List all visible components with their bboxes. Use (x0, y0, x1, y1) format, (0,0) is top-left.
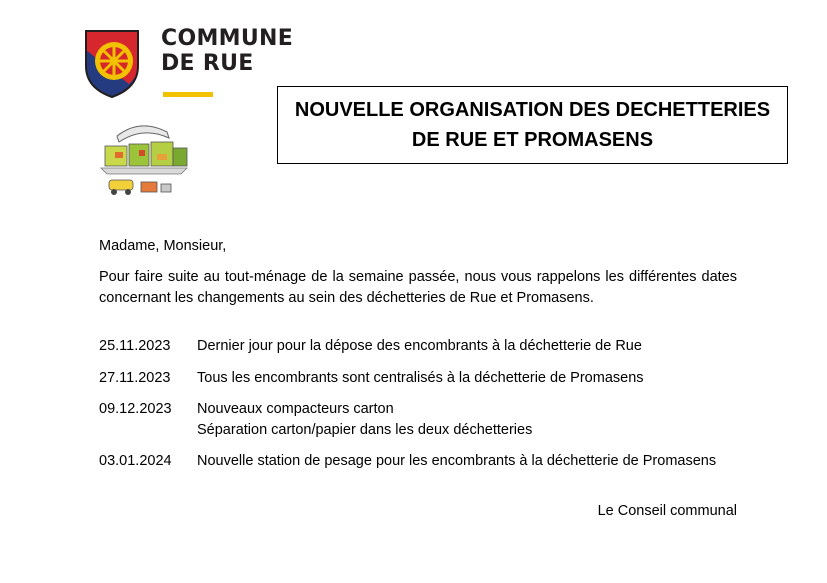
logo-line-2: DE RUE (161, 51, 254, 76)
signature: Le Conseil communal (597, 503, 737, 519)
intro-paragraph: Pour faire suite au tout-ménage de la semaine passée, nous vous rappelons les différentes dates concernant les changements au sein des déchetteries de Rue et Promasens. (99, 269, 737, 306)
event-date: 09.12.2023 (99, 401, 172, 417)
event-description (197, 399, 749, 441)
commune-crest-icon (83, 28, 141, 99)
logo-accent-bar (163, 92, 213, 97)
event-date: 03.01.2024 (99, 453, 172, 469)
logo-line-1: COMMUNE (161, 26, 294, 51)
event-row (99, 399, 749, 441)
event-description: Nouvelle station de pesage pour les encombrants à la déchetterie de Promasens (197, 453, 717, 469)
recycling-center-illustration (95, 118, 191, 204)
event-line: Nouveaux compacteurs carton (197, 401, 394, 417)
event-row (99, 368, 749, 389)
title-line-1: NOUVELLE ORGANISATION DES DECHETTERIES (294, 99, 771, 121)
event-description: Dernier jour pour la dépose des encombrants à la déchetterie de Rue (197, 338, 642, 354)
greeting: Madame, Monsieur, (99, 238, 227, 254)
event-row (99, 336, 749, 357)
event-line: Séparation carton/papier dans les deux déchetteries (197, 422, 533, 438)
event-description: Tous les encombrants sont centralisés à la déchetterie de Promasens (197, 370, 644, 386)
commune-logo-text (161, 26, 293, 76)
event-date: 25.11.2023 (99, 338, 171, 354)
document-title (277, 86, 788, 164)
event-date: 27.11.2023 (99, 370, 171, 386)
event-row (99, 451, 749, 472)
title-line-2: DE RUE ET PROMASENS (411, 129, 654, 151)
